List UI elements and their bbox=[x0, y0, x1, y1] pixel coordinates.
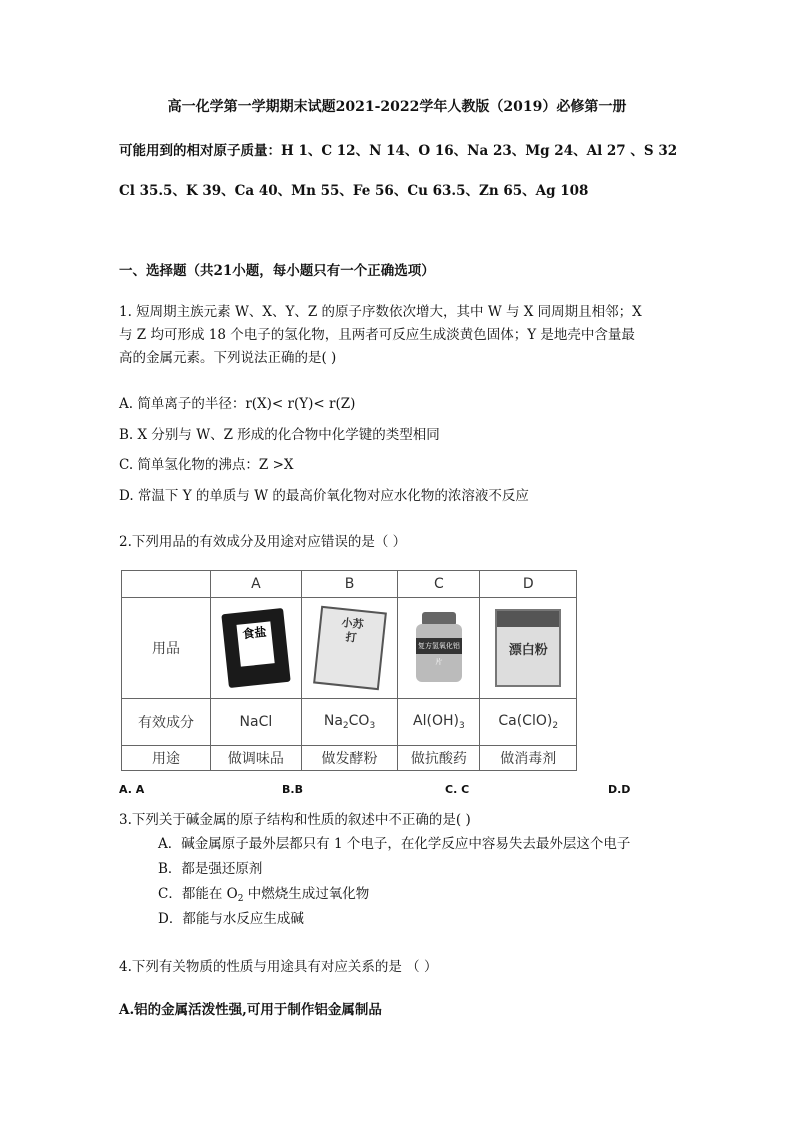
baking-soda-bag-image bbox=[313, 606, 387, 690]
q1-stem-line-3: 高的金属元素。下列说法正确的是( ) bbox=[119, 350, 337, 366]
table-header-a: A bbox=[211, 571, 302, 598]
q3-option-c-sub: 2 bbox=[237, 894, 244, 904]
q3-option-c-post: 中燃烧生成过氧化物 bbox=[243, 886, 370, 902]
q1-option-b: B. X 分别与 W、Z 形成的化合物中化学键的类型相同 bbox=[119, 427, 440, 443]
salt-bag-image bbox=[221, 608, 290, 688]
table-header-c: C bbox=[398, 571, 480, 598]
bleach-bag-label: 漂白粉 bbox=[508, 643, 548, 658]
component-c-text: Al(OH) bbox=[413, 713, 459, 729]
component-d bbox=[480, 699, 577, 746]
section-heading: 一、选择题（共21小题，每小题只有一个正确选项） bbox=[119, 263, 435, 279]
use-d: 做消毒剂 bbox=[480, 746, 577, 771]
q2-option-a: A. A bbox=[119, 783, 145, 796]
q2-option-b: B.B bbox=[282, 783, 303, 796]
goods-cell-d bbox=[480, 598, 577, 699]
component-a: NaCl bbox=[211, 699, 302, 746]
q1-stem-line-1: 1. 短周期主族元素 W、X、Y、Z 的原子序数依次增大，其中 W 与 X 同周期且相邻；X bbox=[119, 304, 642, 320]
q3-option-c bbox=[158, 882, 369, 904]
q3-option-b: B．都是强还原剂 bbox=[158, 861, 263, 877]
component-c-sub: 3 bbox=[458, 721, 465, 731]
component-d-text: Ca(ClO) bbox=[498, 713, 553, 729]
table-header-b: B bbox=[301, 571, 398, 598]
table-row-component bbox=[122, 699, 577, 746]
use-a: 做调味品 bbox=[211, 746, 302, 771]
q3-stem: 3.下列关于碱金属的原子结构和性质的叙述中不正确的是( ) bbox=[119, 812, 471, 828]
q3-option-c-pre: C．都能在 O bbox=[158, 886, 238, 902]
q1-option-c: C. 简单氢化物的沸点：Z >X bbox=[119, 457, 294, 473]
component-b bbox=[301, 699, 398, 746]
goods-cell-c bbox=[398, 598, 480, 699]
atomic-mass-line-2: Cl 35.5、K 39、Ca 40、Mn 55、Fe 56、Cu 63.5、Zn 65、Ag 108 bbox=[119, 183, 589, 199]
bleach-bag-top bbox=[497, 611, 559, 627]
table-row-use bbox=[122, 746, 577, 771]
q1-option-d: D. 常温下 Y 的单质与 W 的最高价氧化物对应水化物的浓溶液不反应 bbox=[119, 488, 529, 504]
table-header-row bbox=[122, 571, 577, 598]
component-b-co: CO bbox=[348, 713, 370, 729]
q3-option-a: A．碱金属原子最外层都只有 1 个电子，在化学反应中容易失去最外层这个电子 bbox=[158, 836, 631, 852]
q2-stem: 2.下列用品的有效成分及用途对应错误的是（ ） bbox=[119, 534, 407, 550]
table-header-d: D bbox=[480, 571, 577, 598]
component-b-sub-1: 2 bbox=[342, 721, 349, 731]
q2-options bbox=[119, 783, 639, 799]
baking-soda-label: 小苏打 bbox=[340, 616, 364, 645]
q1-stem-line-2: 与 Z 均可形成 18 个电子的氢化物，且两者可反应生成淡黄色固体；Y 是地壳中含量最 bbox=[119, 327, 635, 343]
goods-cell-b bbox=[301, 598, 398, 699]
q1-option-a: A. 简单离子的半径：r(X)< r(Y)< r(Z) bbox=[119, 396, 356, 412]
row-label-component: 有效成分 bbox=[122, 699, 211, 746]
q2-option-c: C. C bbox=[445, 783, 470, 796]
bottle-label: 复方氢氧化铝片 bbox=[416, 638, 462, 654]
q2-option-d: D.D bbox=[608, 783, 631, 796]
use-b: 做发酵粉 bbox=[301, 746, 398, 771]
atomic-mass-line-1: 可能用到的相对原子质量：H 1、C 12、N 14、O 16、Na 23、Mg 24、Al 27 、S 32 bbox=[119, 143, 678, 159]
goods-cell-a bbox=[211, 598, 302, 699]
use-c: 做抗酸药 bbox=[398, 746, 480, 771]
table-row-goods bbox=[122, 598, 577, 699]
component-d-sub: 2 bbox=[552, 721, 559, 731]
component-b-na: Na bbox=[323, 713, 343, 729]
component-c bbox=[398, 699, 480, 746]
q2-goods-table bbox=[121, 570, 577, 771]
table-corner-cell bbox=[122, 571, 211, 598]
row-label-use: 用途 bbox=[122, 746, 211, 771]
q4-option-a: A.铝的金属活泼性强,可用于制作铝金属制品 bbox=[119, 1002, 382, 1018]
salt-bag-label: 食盐 bbox=[236, 621, 274, 666]
bleach-powder-bag-image bbox=[495, 609, 561, 687]
q3-option-d: D．都能与水反应生成碱 bbox=[158, 911, 304, 927]
page-title: 高一化学第一学期期末试题2021-2022学年人教版（2019）必修第一册 bbox=[167, 99, 627, 115]
antacid-bottle-image bbox=[414, 612, 464, 684]
q4-stem: 4.下列有关物质的性质与用途具有对应关系的是 （ ） bbox=[119, 959, 438, 975]
row-label-goods: 用品 bbox=[122, 598, 211, 699]
component-b-sub-2: 3 bbox=[369, 721, 376, 731]
